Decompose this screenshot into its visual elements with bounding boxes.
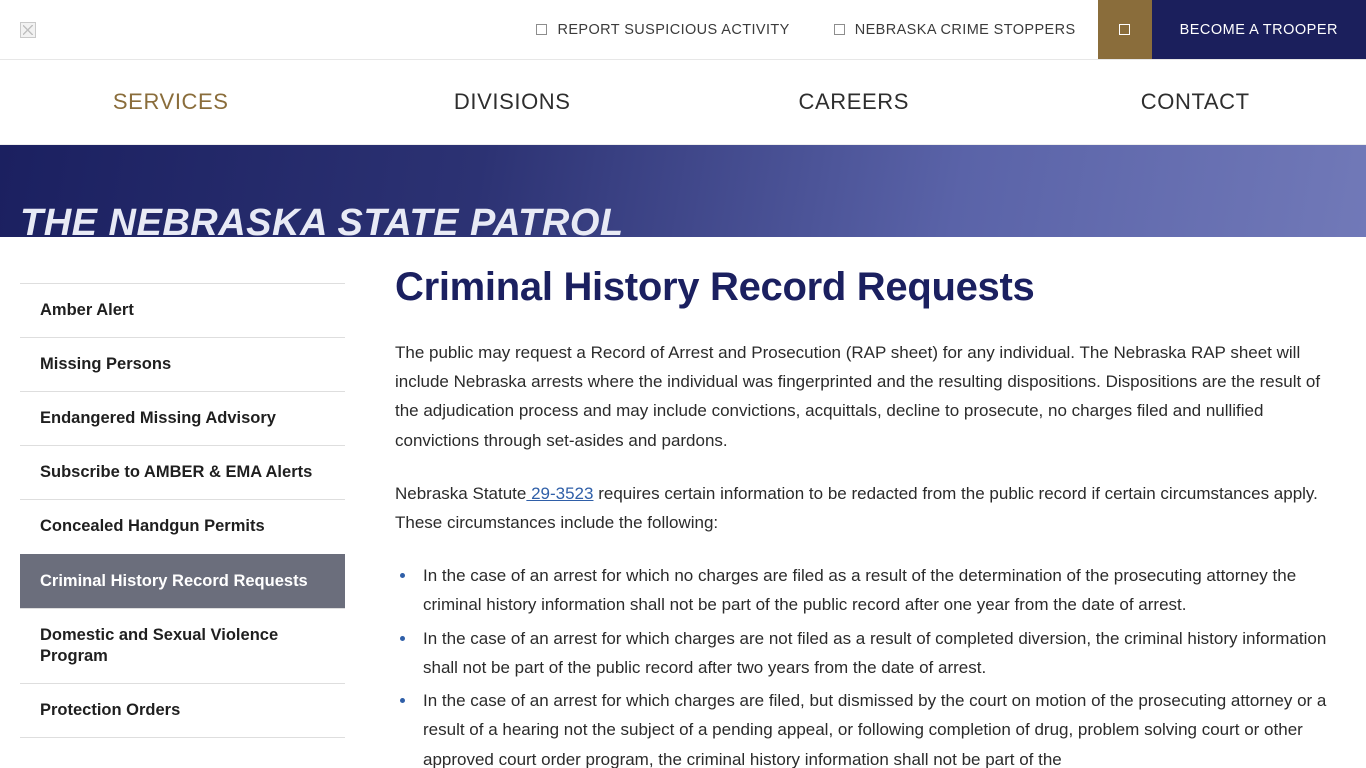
sidebar-list [20,283,345,738]
become-a-trooper-label: BECOME A TROOPER [1179,21,1338,38]
statute-29-3523-link[interactable]: 29-3523 [526,483,594,503]
list-item: • In the case of an arrest for which charges are not filed as a result of completed diversion, the criminal history information shall not be part of the public record after two years from the date of arrest. [417,624,1340,682]
sidebar-item-missing-persons[interactable]: Missing Persons [20,337,345,391]
become-a-trooper-button[interactable] [1152,0,1366,59]
sidebar-item-domestic-sexual-violence-program[interactable]: Domestic and Sexual Violence Program [20,608,345,683]
search-button[interactable] [1098,0,1152,59]
sidebar-item-criminal-history-record-requests[interactable]: Criminal History Record Requests [20,554,345,608]
square-icon [834,24,845,35]
report-suspicious-activity-link[interactable] [514,0,811,60]
intro-paragraph: The public may request a Record of Arrest and Prosecution (RAP sheet) for any individual. The Nebraska RAP sheet will include Nebraska arrests where the individual was fingerprinted and the resulting dispositions. Dispositions are the result of the adjudication process and may include convictions, acquittals, decline to prosecute, no charges filed and nullified convictions through set-asides and pardons. [395,342,1321,450]
nav-item-services[interactable]: SERVICES [112,89,229,114]
sidebar-item-endangered-missing-advisory[interactable]: Endangered Missing Advisory [20,391,345,445]
report-suspicious-activity-label: REPORT SUSPICIOUS ACTIVITY [557,21,790,38]
statute-paragraph-after: requires certain information to be redacted from the public record if certain circumstances apply. These circumstances include the following: [395,483,1318,532]
sidebar-item-protection-orders[interactable]: Protection Orders [20,683,345,738]
nav-item-contact[interactable]: CONTACT [1140,89,1250,114]
hero-title: THE NEBRASKA STATE PATROL [20,202,624,237]
top-utility-bar [0,0,1366,60]
nav-item-careers[interactable]: CAREERS [798,89,910,114]
statute-paragraph-before: Nebraska Statute [395,483,527,503]
square-icon [536,24,547,35]
page-title: Criminal History Record Requests [395,265,1035,309]
main-content [345,265,1366,768]
sidebar-item-subscribe-alerts[interactable]: Subscribe to AMBER & EMA Alerts [20,445,345,499]
sidebar-item-amber-alert[interactable]: Amber Alert [20,283,345,337]
circumstances-list [395,561,1340,768]
list-item: • In the case of an arrest for which no charges are filed as a result of the determination of the prosecuting attorney the criminal history information shall not be part of the public record after one year from the date of arrest. [417,561,1340,619]
sidebar [20,265,345,738]
top-links-group [514,0,1097,59]
sidebar-item-concealed-handgun-permits[interactable]: Concealed Handgun Permits [20,499,345,553]
page-body [0,237,1366,768]
site-logo[interactable] [20,22,36,38]
nebraska-crime-stoppers-label: NEBRASKA CRIME STOPPERS [854,21,1076,38]
hero-banner [0,145,1366,237]
main-navigation [0,60,1366,145]
nav-item-divisions[interactable]: DIVISIONS [453,89,571,114]
nebraska-crime-stoppers-link[interactable] [812,0,1098,60]
statute-paragraph [395,479,1340,537]
search-icon [1119,24,1130,35]
list-item: • In the case of an arrest for which charges are filed, but dismissed by the court on motion of the prosecuting attorney or a result of a hearing not the subject of a pending appeal, or following completion of drug, problem solving court or other approved court order program, the criminal history information shall not be part of the [417,686,1340,768]
